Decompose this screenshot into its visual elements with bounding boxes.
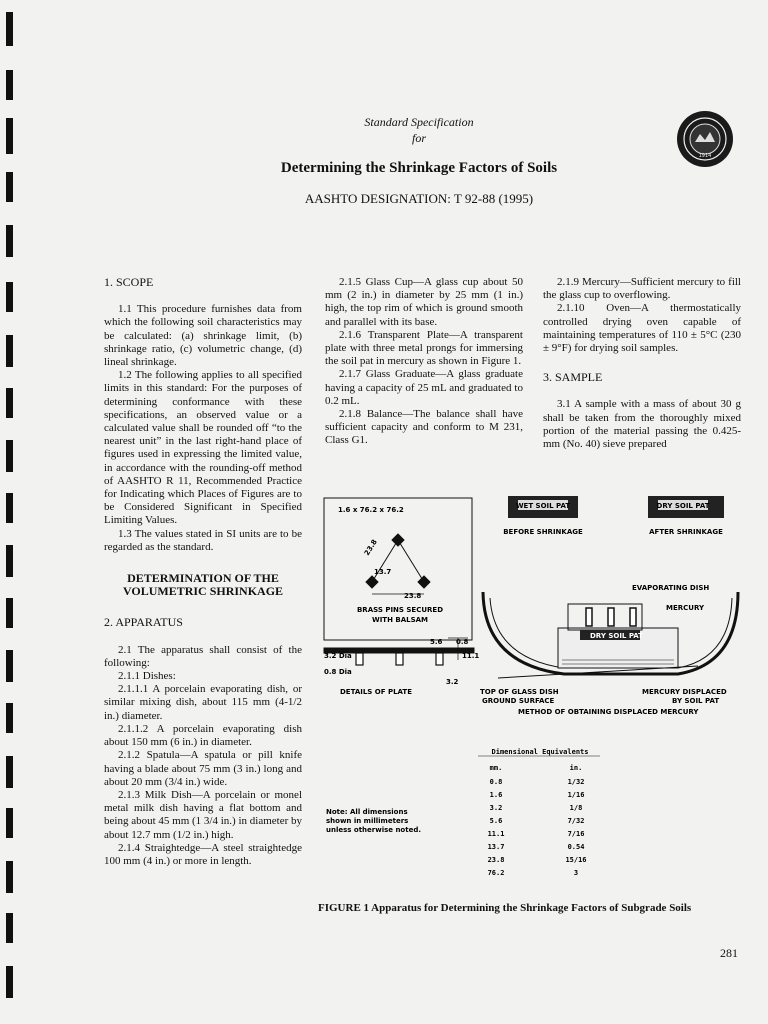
details-of-plate-label: DETAILS OF PLATE xyxy=(340,688,412,696)
para-3-1: 3.1 A sample with a mass of about 30 g shall be taken from the thoroughly mixed portion of the material passing the 0.425-mm (No. 40) sieve prepared xyxy=(543,398,741,451)
table-cell-in: 15/16 xyxy=(565,856,587,864)
scan-mark xyxy=(6,440,13,472)
para-2-1-3: 2.1.3 Milk Dish—A porcelain or monel metal milk dish having a flat bottom and being about 45 mm (1 3/4 in.) in diameter by about 12.7 mm (1/2 in.) high. xyxy=(104,788,302,841)
volumetric-heading: DETERMINATION OF THE VOLUMETRIC SHRINKAGE xyxy=(122,571,284,599)
table-cell-in: 1/8 xyxy=(569,804,583,812)
scan-mark xyxy=(6,493,13,523)
para-2-1: 2.1 The apparatus shall consist of the following: xyxy=(104,643,302,669)
table-cell-in: 1/16 xyxy=(567,791,585,799)
scan-mark xyxy=(6,282,13,312)
column-1 xyxy=(104,276,302,868)
evaporating-dish-label: EVAPORATING DISH xyxy=(632,584,710,592)
dim-23-8: 23.8 xyxy=(404,592,422,600)
table-cell-mm: 13.7 xyxy=(487,843,505,851)
seal-year: 1914 xyxy=(698,153,712,159)
scan-mark xyxy=(6,12,13,46)
dim-0-8-top: 0.8 xyxy=(456,638,469,646)
method-label: METHOD OF OBTAINING DISPLACED MERCURY xyxy=(518,708,699,716)
apparatus-heading: 2. APPARATUS xyxy=(104,615,183,630)
aashto-designation: AASHTO DESIGNATION: T 92-88 (1995) xyxy=(304,191,534,206)
table-head-in: in. xyxy=(569,764,583,772)
sample-heading: 3. SAMPLE xyxy=(543,370,603,385)
dry-soil-label: DRY SOIL PAT xyxy=(656,502,710,510)
top-of-glass-line1: TOP OF GLASS DISH xyxy=(480,688,559,696)
before-shrinkage-label: BEFORE SHRINKAGE xyxy=(503,528,583,536)
note-line1: Note: All dimensions xyxy=(326,808,408,816)
note-line2: shown in millimeters xyxy=(326,817,409,825)
scope-heading: 1. SCOPE xyxy=(104,275,154,289)
para-2-1-2: 2.1.2 Spatula—A spatula or pill knife having a blade about 75 mm (3 in.) long and about 20 mm (3/4 in.) wide. xyxy=(104,749,302,788)
scan-mark xyxy=(6,966,13,998)
scan-mark xyxy=(6,756,13,788)
brass-pins-line2: WITH BALSAM xyxy=(371,616,429,624)
dim-0-8-dia: 0.8 Dia xyxy=(324,668,352,676)
equivalents-rows xyxy=(488,778,587,877)
wet-soil-pat xyxy=(508,496,578,518)
para-2-1-8: 2.1.8 Balance—The balance shall have sufficient capacity and conform to M 231, Class G1. xyxy=(325,408,523,447)
table-cell-mm: 1.6 xyxy=(489,791,503,799)
table-cell-in: 0.54 xyxy=(567,843,585,851)
dry-soil-pat-label: DRY SOIL PAT xyxy=(590,632,643,640)
table-cell-in: 7/16 xyxy=(567,830,585,838)
aashto-seal-icon xyxy=(676,110,734,168)
table-cell-mm: 3.2 xyxy=(489,804,503,812)
scan-mark xyxy=(6,388,13,418)
document-title: Determining the Shrinkage Factors of Soils xyxy=(280,160,558,176)
table-cell-mm: 11.1 xyxy=(487,830,505,838)
scan-mark xyxy=(6,598,13,628)
para-2-1-5: 2.1.5 Glass Cup—A glass cup about 50 mm (2 in.) in diameter by 25 mm (1 in.) high, the top rim of which is ground smooth and parallel with its base. xyxy=(325,276,523,328)
scan-mark xyxy=(6,118,13,154)
scan-mark xyxy=(6,172,13,202)
spec-line1: Standard Specification xyxy=(364,115,474,129)
para-1-3: 1.3 The values stated in SI units are to be regarded as the standard. xyxy=(104,527,302,553)
column-2 xyxy=(325,276,523,448)
scan-mark xyxy=(6,650,13,682)
dim-11-1: 11.1 xyxy=(462,652,480,660)
scan-mark xyxy=(6,335,13,367)
table-head-mm: mm. xyxy=(489,764,503,772)
para-2-1-1: 2.1.1 Dishes: xyxy=(118,670,176,683)
table-title: Dimensional Equivalents xyxy=(491,748,589,756)
para-1-2: 1.2 The following applies to all specified limits in this standard: For the purposes of determining conformance with these specifications, an observed value or a calculated value shall be rounded off “to the nearest unit” in the last right-hand place of figures used in expressing the limited value, in accordance with the rounding-off method of AASHTO R 11, Recommended Practice for Indicating which Places of Figures are to be Considered Significant in Specified Limiting Values. xyxy=(104,369,302,527)
spec-line2: for xyxy=(411,131,426,145)
mercury-displaced-line2: BY SOIL PAT xyxy=(672,697,720,705)
para-2-1-9: 2.1.9 Mercury—Sufficient mercury to fill the glass cup to overflowing. xyxy=(543,276,741,302)
figure-caption: FIGURE 1 Apparatus for Determining the Shrinkage Factors of Subgrade Soils xyxy=(318,902,692,914)
scan-mark xyxy=(6,545,13,577)
table-cell-mm: 76.2 xyxy=(487,869,505,877)
table-cell-mm: 5.6 xyxy=(489,817,503,825)
column-3 xyxy=(543,276,741,451)
scan-mark xyxy=(6,70,13,100)
page-number: 281 xyxy=(720,946,738,960)
scan-mark xyxy=(6,808,13,838)
para-2-1-10: 2.1.10 Oven—A thermostatically controlled drying oven capable of maintaining temperatures of 110 ± 5°C (230 ± 9°F) for drying soil samples. xyxy=(543,302,741,355)
table-cell-mm: 0.8 xyxy=(489,778,503,786)
note-line3: unless otherwise noted. xyxy=(326,826,421,834)
para-2-1-1-2: 2.1.1.2 A porcelain evaporating dish about 150 mm (6 in.) in diameter. xyxy=(104,722,302,749)
figure-1-diagram xyxy=(318,488,748,898)
dim-23-8-angled: 23.8 xyxy=(362,538,379,558)
para-2-1-4: 2.1.4 Straightedge—A steel straightedge 100 mm (4 in.) or more in length. xyxy=(104,841,302,867)
para-2-1-1-1: 2.1.1.1 A porcelain evaporating dish, or similar mixing dish, about 115 mm (4-1/2 in.) diameter. xyxy=(104,683,302,722)
top-of-glass-line2: GROUND SURFACE xyxy=(482,697,555,705)
dim-3-2: 3.2 xyxy=(446,678,459,686)
table-cell-in: 1/32 xyxy=(567,778,585,786)
dim-13-7: 13.7 xyxy=(374,568,392,576)
spec-heading xyxy=(35,114,768,146)
table-cell-mm: 23.8 xyxy=(487,856,505,864)
brass-pins-line1: BRASS PINS SECURED xyxy=(356,606,444,614)
mercury-label: MERCURY xyxy=(666,604,705,612)
scan-mark xyxy=(6,913,13,943)
dry-soil-pat xyxy=(648,496,724,518)
mercury-displaced-line1: MERCURY DISPLACED xyxy=(642,688,727,696)
table-cell-in: 3 xyxy=(573,869,579,877)
dim-5-6: 5.6 xyxy=(430,638,443,646)
para-2-1-6: 2.1.6 Transparent Plate—A transparent plate with three metal prongs for immersing the soil pat in mercury as shown in Figure 1. xyxy=(325,328,523,368)
scan-mark xyxy=(6,225,13,257)
after-shrinkage-label: AFTER SHRINKAGE xyxy=(649,528,723,536)
dim-3-2-dia: 3.2 Dia xyxy=(324,652,352,660)
wet-soil-label: WET SOIL PAT xyxy=(515,502,571,510)
plate-dims-label: 1.6 x 76.2 x 76.2 xyxy=(338,506,404,514)
para-1-1: 1.1 This procedure furnishes data from which the following soil characteristics may be calculated: (a) shrinkage limit, (b) shrinkage ratio, (c) volumetric change, (d) lineal shrinkage. xyxy=(104,303,302,369)
scan-mark xyxy=(6,861,13,893)
para-2-1-7: 2.1.7 Glass Graduate—A glass graduate having a capacity of 25 mL and graduated to 0.2 mL. xyxy=(325,368,523,407)
table-cell-in: 7/32 xyxy=(567,817,585,825)
scan-mark xyxy=(6,703,13,733)
